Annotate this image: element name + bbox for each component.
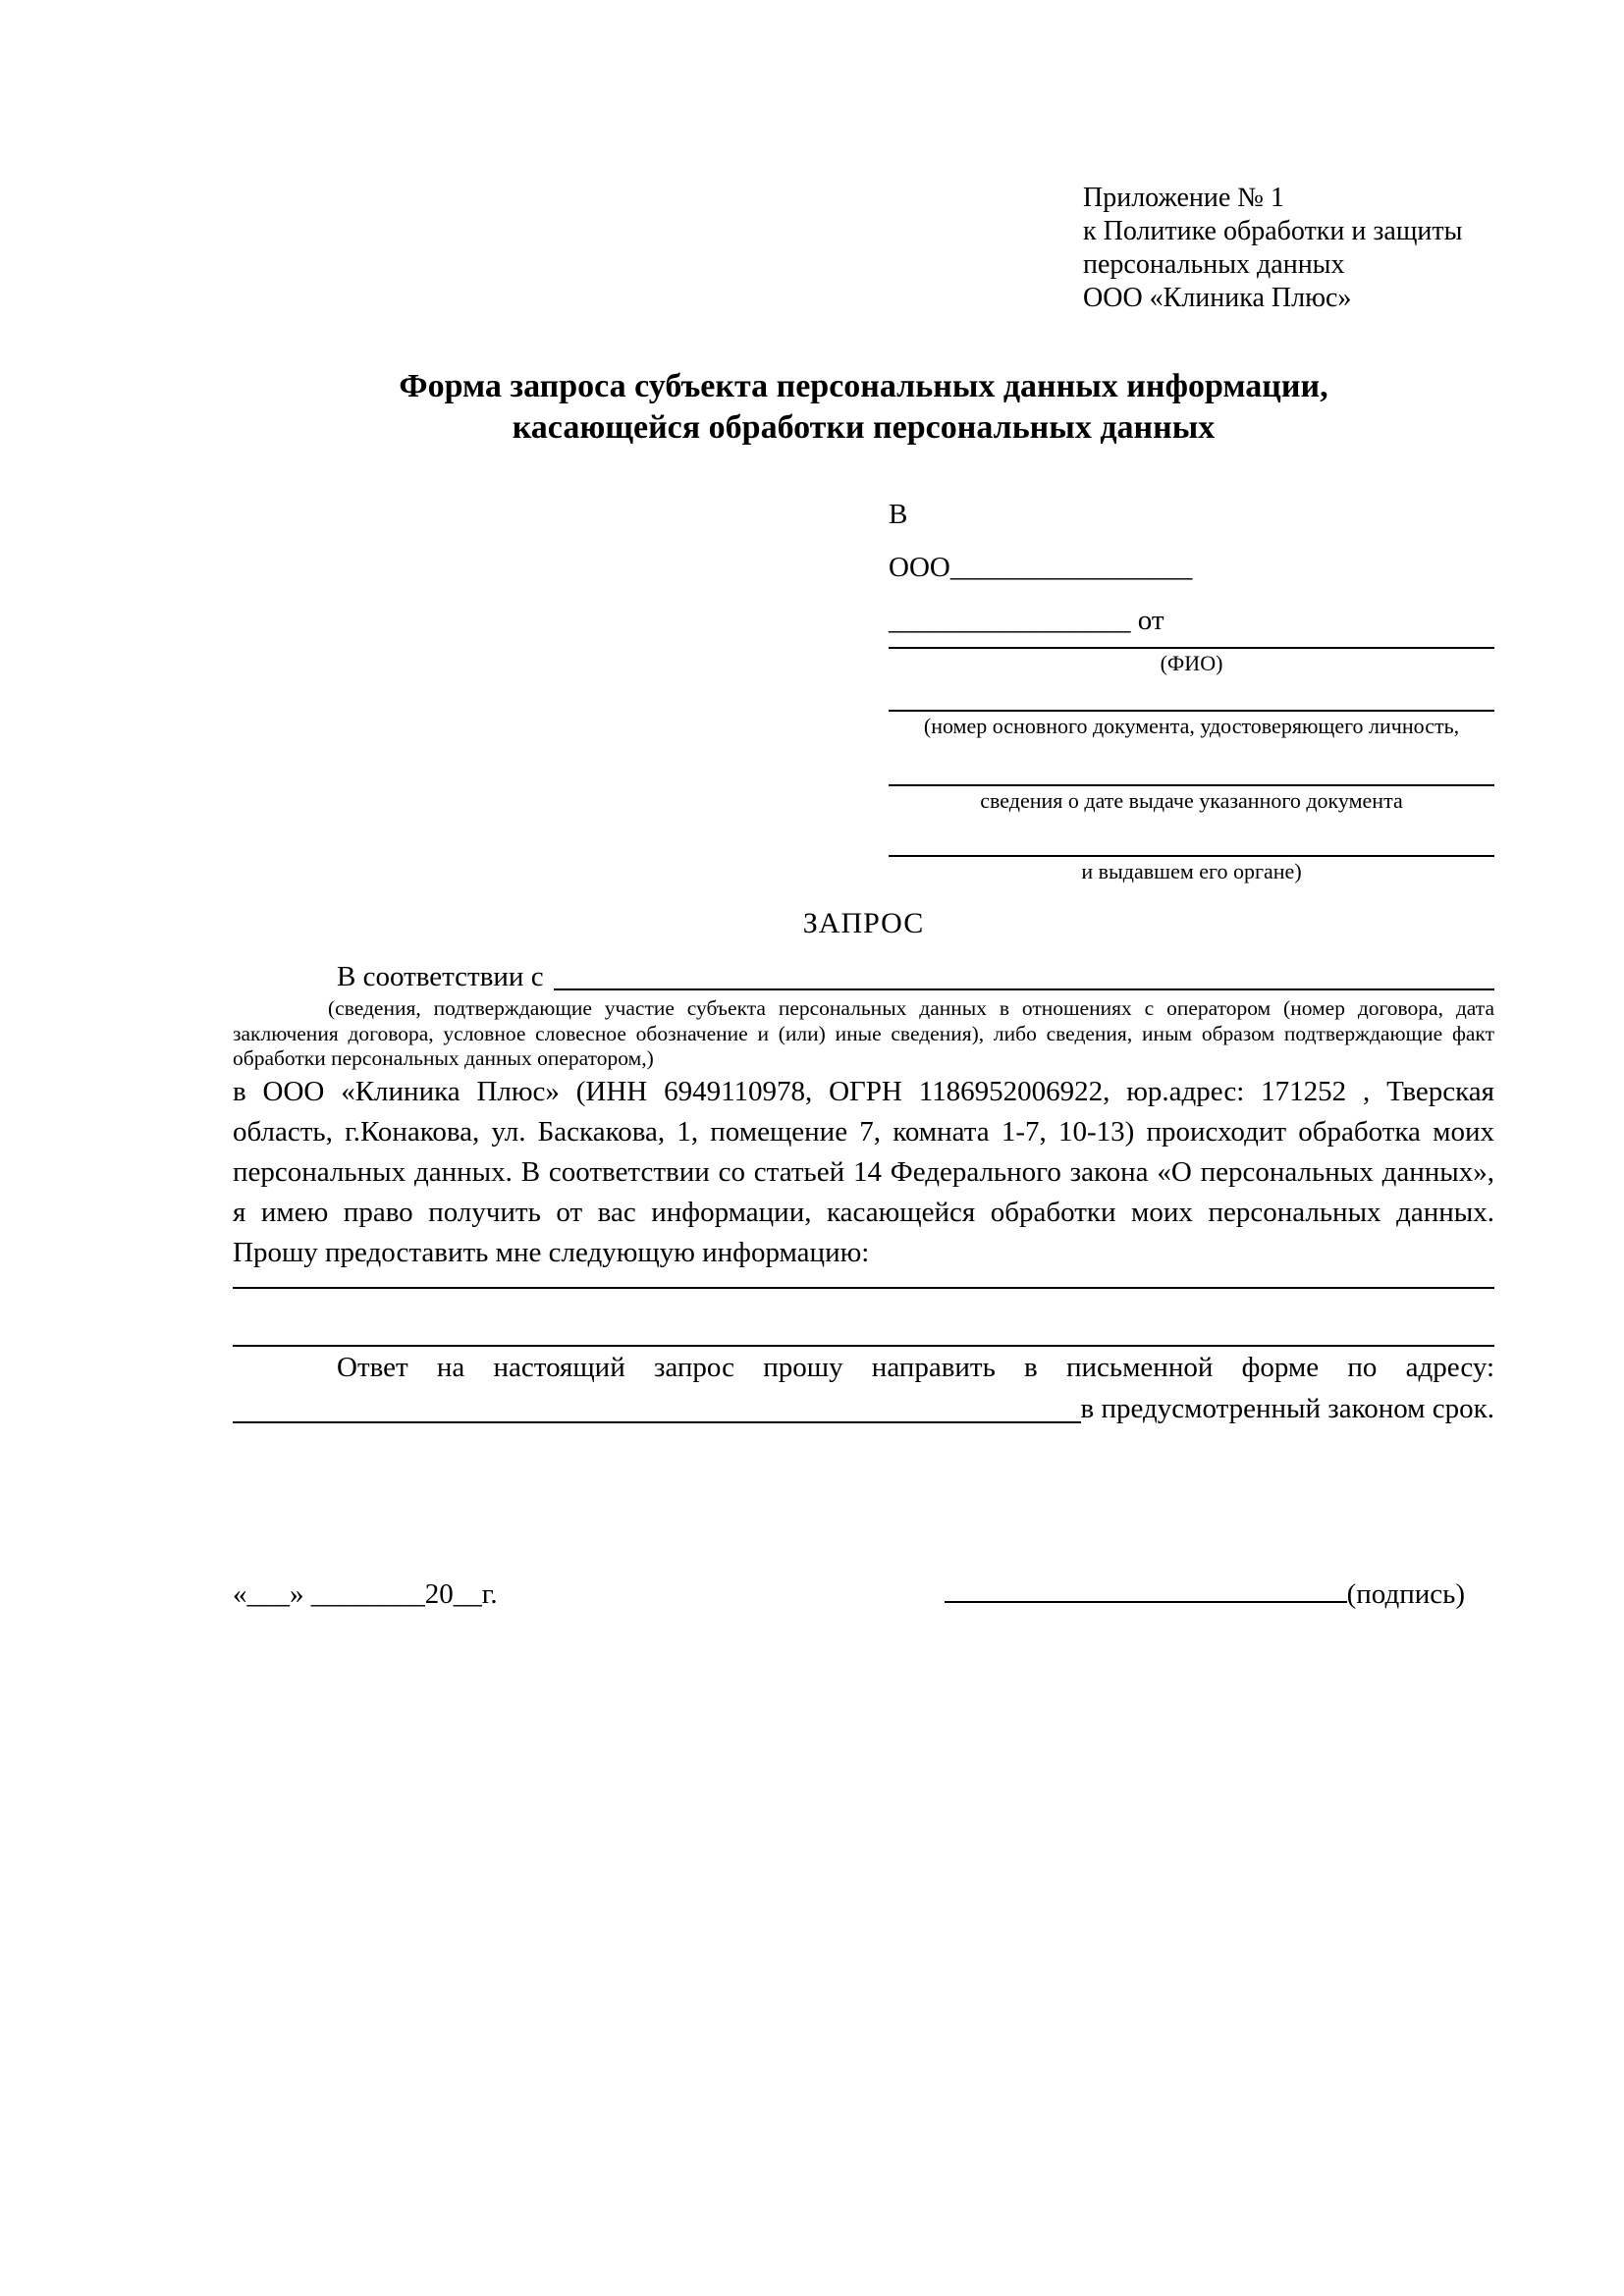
reply-address-blank-line (233, 1388, 1081, 1423)
issue-date-caption: сведения о дате выдаче указанного документа (980, 788, 1403, 813)
addressee-block (889, 488, 1494, 886)
addressee-org-line: ООО_________________ (889, 552, 1193, 583)
basis-note: (сведения, подтверждающие участие субъекта персональных данных в отношениях с оператором (номер договора, дата заключения договора, условное словесное обозначение и (или) иные сведения), либо сведения, иным образом подтверждающие факт обработки персональных данных оператором,) (233, 996, 1494, 1070)
header-line-appendix: Приложение № 1 (1083, 183, 1284, 213)
date-line: «___» ________20__г. (233, 1577, 498, 1610)
document-title (233, 366, 1494, 449)
addressee-to: В (889, 499, 908, 530)
id-doc-caption: (номер основного документа, удостоверяющего личность, (923, 714, 1460, 738)
title-line-2: касающейся обработки персональных данных (512, 409, 1216, 446)
reply-suffix: в предусмотренный законом срок. (1080, 1392, 1494, 1424)
basis-blank-line (554, 957, 1494, 990)
issuing-authority-caption: и выдавшем его органе) (1081, 859, 1302, 883)
header-block (1083, 182, 1494, 315)
issue-date-field (889, 784, 1494, 816)
basis-prefix: В соответствии с (337, 961, 544, 992)
info-blank-line-1 (233, 1287, 1494, 1289)
signature-caption: (подпись) (1346, 1577, 1465, 1610)
request-body: в ООО «Клиника Плюс» (ИНН 6949110978, ОГРН 1186952006922, юр.адрес: 171252 , Тверская область, г.Конакова, ул. Баскакова, 1, помещение 7, комната 1-7, 10-13) происходит обработка моих персональных данных. В соответствии со статьей 14 Федерального закона «О персональных данных», я имею право получить от вас информации, касающейся обработки моих персональных данных. Прошу предоставить мне следующую информацию: (233, 1075, 1494, 1268)
signature-group (945, 1573, 1465, 1614)
id-doc-field (889, 710, 1494, 741)
issuing-authority-field (889, 855, 1494, 886)
page-content (233, 182, 1494, 1614)
reply-address-row (233, 1388, 1494, 1429)
header-line-personal-data: персональных данных (1083, 249, 1345, 280)
basis-row (233, 957, 1494, 996)
addressee-from-line: _________________ от (889, 605, 1164, 636)
fio-field (889, 647, 1494, 678)
signature-row (233, 1573, 1494, 1614)
title-line-1: Форма запроса субъекта персональных данных информации, (399, 368, 1328, 404)
header-line-company: ООО «Клиника Плюс» (1083, 283, 1352, 313)
signature-blank-line (945, 1573, 1347, 1603)
header-line-policy: к Политике обработки и защиты (1083, 216, 1463, 246)
reply-intro: Ответ на настоящий запрос прошу направить в письменной форме по адресу: (337, 1351, 1494, 1383)
request-heading: ЗАПРОС (802, 907, 925, 939)
fio-caption: (ФИО) (1160, 651, 1223, 675)
